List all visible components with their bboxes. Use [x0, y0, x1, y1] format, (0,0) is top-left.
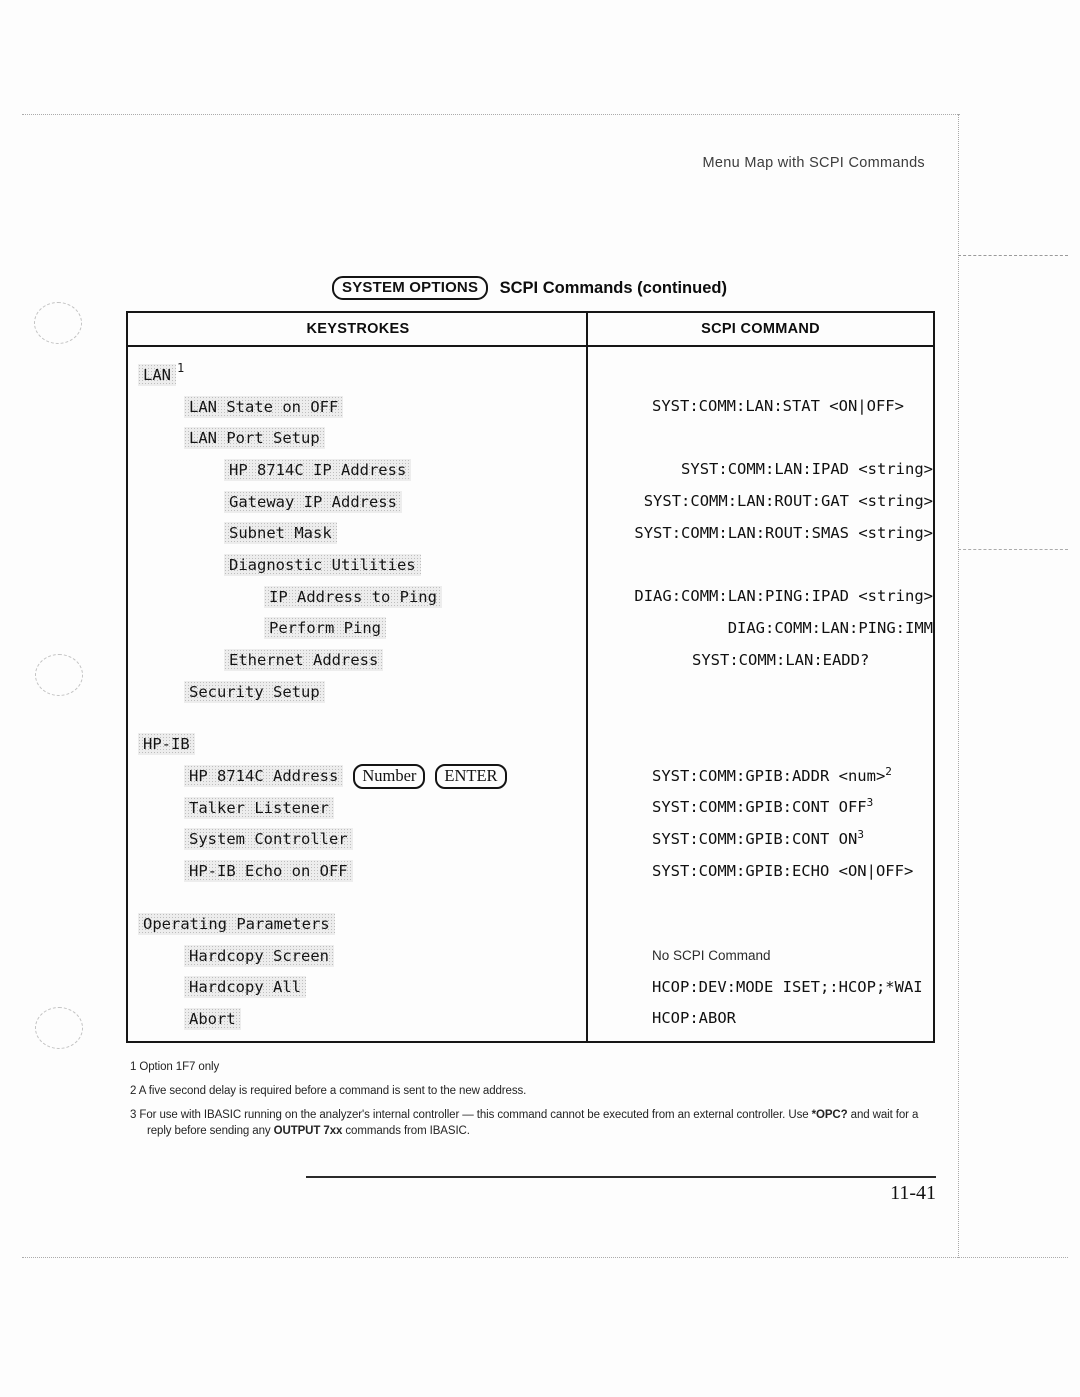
scpi-cell	[644, 798, 933, 817]
keystrokes-cell	[128, 554, 684, 576]
keystrokes-cell	[128, 828, 644, 850]
footnote-number: 2	[130, 1085, 139, 1098]
scpi-cell	[644, 397, 933, 416]
table-row	[128, 1003, 933, 1035]
table-row	[128, 908, 933, 940]
keystrokes-cell	[128, 396, 644, 418]
table-row	[128, 549, 933, 581]
page-edge-right-dotted-line	[958, 114, 959, 1258]
softkey-subnet-mask: Subnet Mask	[224, 522, 337, 544]
table-title-text: SCPI Commands (continued)	[499, 278, 727, 297]
scpi-command: SYST:COMM:GPIB:CONT $ON^3$	[652, 827, 864, 848]
footnote-reference: 3	[866, 796, 874, 810]
footnote-1	[130, 1059, 942, 1075]
softkey-lan: LAN	[138, 364, 176, 386]
footnote-reference: 2	[885, 764, 892, 778]
table-row	[128, 676, 933, 708]
table-row	[128, 971, 933, 1003]
scpi-cell	[644, 764, 933, 786]
softkey-system-controller: System Controller	[184, 828, 353, 850]
keystrokes-cell	[128, 764, 644, 789]
softkey-hardcopy-screen: Hardcopy Screen	[184, 945, 334, 967]
keystrokes-cell	[128, 427, 644, 449]
footnote-number: 1	[130, 1061, 140, 1073]
hardkey-enter: ENTER	[435, 764, 506, 789]
softkey-diagnostic-utilities: Diagnostic Utilities	[224, 554, 421, 576]
footnote-bold-text: *OPC?	[811, 1109, 848, 1122]
scpi-cell	[684, 651, 933, 670]
footnote-reference: 1	[177, 360, 185, 375]
table-row	[128, 729, 933, 761]
softkey-perform-ping: Perform Ping	[264, 617, 386, 639]
softkey-hp-ib-echo-on-off: HP-IB Echo on OFF	[184, 860, 353, 882]
binder-hole	[34, 302, 82, 344]
scpi-cell	[644, 1009, 933, 1028]
table-rows	[128, 347, 933, 1035]
page-edge-top-dotted-line	[22, 114, 960, 115]
footnotes	[130, 1059, 942, 1147]
scpi-command: SYST:COMM:GPIB:CONT OFF$^3$	[652, 796, 874, 817]
table-row	[128, 391, 933, 423]
footnote-text: Option 1F7 only	[139, 1061, 220, 1073]
softkey-lan-port-setup: LAN Port Setup	[184, 427, 325, 449]
scpi-cell	[673, 460, 933, 479]
footnote-text: A five second delay is required before a command is sent to the new address.	[138, 1085, 527, 1098]
softkey-hp-ib: HP-IB	[138, 733, 195, 755]
table-header-row	[128, 313, 933, 347]
table-row	[128, 359, 933, 391]
table-row	[128, 792, 933, 824]
softkey-security-setup: Security Setup	[184, 681, 325, 703]
softkey-gateway-ip-address: Gateway IP Address	[224, 491, 402, 513]
softkey-ethernet-address: Ethernet Address	[224, 649, 383, 671]
keystrokes-cell	[128, 649, 684, 671]
scpi-command: SYST:COMM:GPIB:ECHO <ON|OFF>	[652, 861, 914, 880]
scpi-cell	[644, 978, 933, 997]
softkey-operating-parameters: Operating Parameters	[138, 913, 335, 935]
keystrokes-cell	[128, 1008, 644, 1030]
scpi-cell	[626, 587, 933, 606]
keystrokes-cell	[128, 360, 598, 386]
scpi-cell	[636, 492, 933, 511]
table-row	[128, 940, 933, 972]
softkey-ip-address-to-ping: IP Address to Ping	[264, 586, 442, 608]
scpi-command: HCOP:DEV:MODE ISET;:HCOP;*WAI	[652, 977, 923, 996]
softkey-hardcopy-all: Hardcopy All	[184, 976, 306, 998]
keystrokes-cell	[128, 913, 598, 935]
scpi-command: HCOP:ABOR	[652, 1009, 736, 1028]
scpi-command: No SCPI Command	[652, 947, 771, 963]
keystrokes-column-header: KEYSTROKES	[306, 321, 410, 337]
softkey-hp-8714c-address: HP 8714C Address	[184, 765, 343, 787]
keystrokes-cell	[128, 617, 720, 639]
table-row	[128, 422, 933, 454]
scpi-command: SYST:COMM:GPIB:ADDR <num>$^2$	[652, 764, 892, 785]
footnote-number: 3	[130, 1109, 140, 1122]
table-title	[126, 276, 933, 300]
keystrokes-cell	[128, 733, 598, 755]
scpi-cell	[644, 827, 933, 849]
keystrokes-cell	[128, 586, 626, 608]
margin-dash-mark	[958, 255, 1068, 256]
footnote-text: For use with IBASIC running on the analyzer's internal controller — this command cannot be executed from an external controller. Use	[139, 1109, 812, 1122]
keystrokes-cell	[128, 945, 644, 967]
softkey-hp-8714c-ip-address: HP 8714C IP Address	[224, 459, 411, 481]
scpi-command: SYST:COMM:LAN:ROUT:SMAS <string>	[634, 523, 933, 542]
keystrokes-cell	[128, 681, 644, 703]
table-row	[128, 517, 933, 549]
scpi-command: DIAG:COMM:LAN:PING:IMM	[727, 618, 933, 637]
table-row	[128, 855, 933, 887]
footer-rule	[306, 1176, 936, 1178]
scpi-command: SYST:COMM:LAN:IPAD <string>	[681, 460, 933, 479]
keystrokes-cell	[128, 491, 636, 513]
page-edge-bottom-dotted-line	[22, 1257, 1068, 1258]
scpi-cell	[626, 524, 933, 543]
system-options-hardkey: SYSTEM OPTIONS	[332, 276, 488, 300]
softkey-talker-listener: Talker Listener	[184, 797, 334, 819]
footnote-text: and wait for a reply before sending any	[147, 1109, 919, 1138]
scpi-command-column-header: SCPI COMMAND	[701, 321, 820, 337]
scpi-cell	[720, 619, 933, 638]
keystrokes-cell	[128, 522, 626, 544]
margin-dash-mark	[958, 549, 1068, 550]
footnote-3	[130, 1107, 942, 1139]
keystrokes-cell	[128, 976, 644, 998]
binder-hole	[35, 1007, 83, 1049]
footnote-text: commands from IBASIC.	[342, 1125, 470, 1138]
table-row	[128, 644, 933, 676]
page-number: 11-41	[890, 1182, 936, 1204]
scpi-cell	[644, 862, 933, 881]
keystrokes-cell	[128, 797, 644, 819]
table-row	[128, 824, 933, 856]
scpi-cell	[644, 947, 933, 965]
table-row	[128, 486, 933, 518]
scpi-command: SYST:COMM:LAN:EADD?	[692, 650, 870, 669]
running-header: Menu Map with SCPI Commands	[702, 155, 925, 171]
keystrokes-cell	[128, 860, 644, 882]
keystrokes-scpi-table	[126, 311, 935, 1043]
table-row	[128, 613, 933, 645]
scpi-command: SYST:COMM:LAN:ROUT:GAT <string>	[643, 492, 933, 511]
hardkey-number: Number	[353, 764, 425, 789]
softkey-lan-state-on-off: LAN State on OFF	[184, 396, 343, 418]
softkey-abort: Abort	[184, 1008, 241, 1030]
binder-hole	[35, 654, 83, 696]
table-row	[128, 454, 933, 486]
footnote-bold-text: OUTPUT 7xx	[273, 1125, 343, 1138]
footnote-2	[130, 1083, 942, 1099]
scpi-command: DIAG:COMM:LAN:PING:IPAD <string>	[634, 587, 933, 606]
table-row	[128, 760, 933, 792]
table-row	[128, 581, 933, 613]
scpi-command: SYST:COMM:LAN:STAT <ON|OFF>	[652, 397, 904, 416]
footnote-reference: 3	[857, 827, 864, 841]
keystrokes-cell	[128, 459, 673, 481]
